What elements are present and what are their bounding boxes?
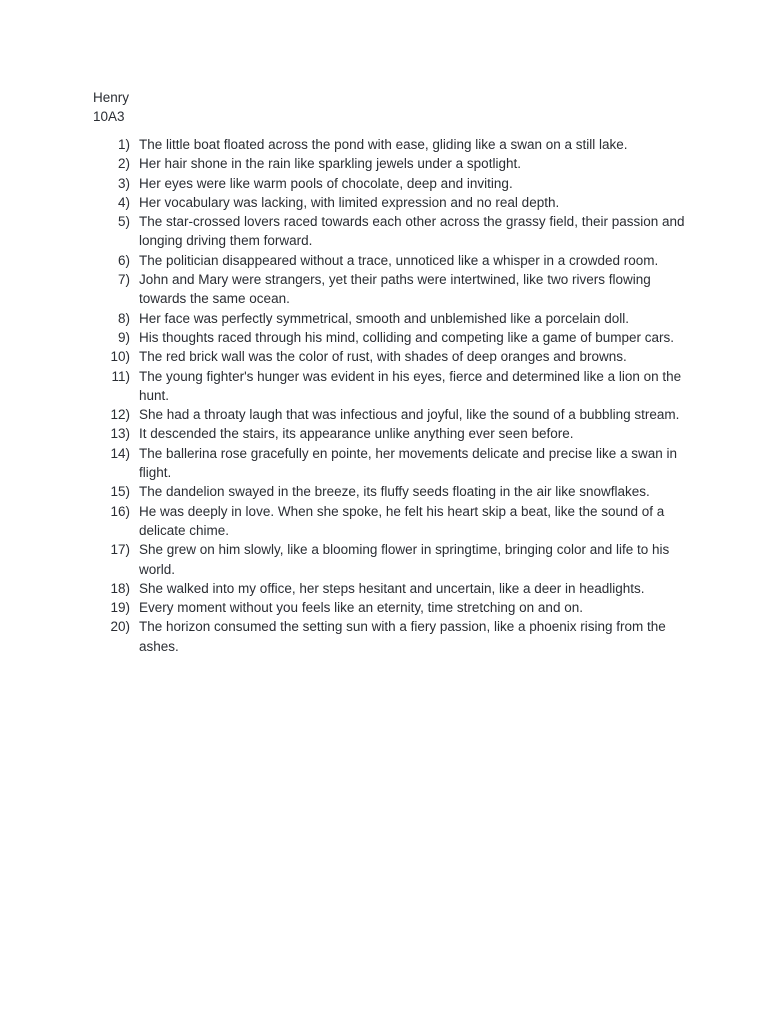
list-item-number: 14) (110, 445, 130, 461)
list-item (93, 367, 693, 406)
list-item-number: 5) (117, 214, 130, 230)
list-item-text: Her eyes were like warm pools of chocolate, deep and inviting. (139, 175, 513, 191)
list-item-number: 17) (110, 542, 130, 558)
list-item (93, 579, 693, 598)
list-item-number: 9) (117, 329, 130, 345)
list-item-text: The dandelion swayed in the breeze, its fluffy seeds floating in the air like snowflakes. (139, 484, 650, 500)
list-item-number: 4) (117, 194, 130, 210)
list-item-text: The ballerina rose gracefully en pointe, her movements delicate and precise like a swan in flight. (139, 445, 678, 481)
list-item-number: 1) (117, 137, 130, 152)
list-item-text: Her face was perfectly symmetrical, smooth and unblemished like a porcelain doll. (139, 310, 629, 326)
list-item (93, 502, 693, 541)
list-item-number: 20) (110, 619, 130, 635)
list-item-number: 13) (110, 426, 130, 442)
sentence-list (93, 135, 693, 656)
list-item-number: 15) (110, 484, 130, 500)
list-item-number: 8) (117, 310, 130, 326)
list-item-number: 19) (110, 600, 130, 616)
list-item (93, 482, 693, 501)
list-item-text: The horizon consumed the setting sun with a fiery passion, like a phoenix rising from the ashes. (139, 619, 666, 654)
list-item-number: 16) (110, 503, 130, 519)
list-item-number: 2) (117, 156, 130, 172)
class-code: 10A3 (93, 109, 125, 124)
student-name: Henry (93, 90, 130, 105)
list-item-number: 3) (117, 175, 130, 191)
list-item-text: The young fighter's hunger was evident in his eyes, fierce and determined like a lion on the hunt. (139, 368, 682, 403)
list-item-text: He was deeply in love. When she spoke, he felt his heart skip a beat, like the sound of a delicate chime. (139, 503, 665, 538)
list-item (93, 174, 693, 193)
list-item (93, 598, 693, 617)
list-item-text: The red brick wall was the color of rust, with shades of deep oranges and browns. (139, 349, 627, 365)
list-item-text: Every moment without you feels like an eternity, time stretching on and on. (139, 600, 583, 616)
list-item (93, 444, 693, 483)
list-item-number: 18) (110, 580, 130, 596)
list-item-number: 10) (110, 349, 130, 365)
list-item (93, 251, 693, 270)
list-item-text: She had a throaty laugh that was infectious and joyful, like the sound of a bubbling stream. (139, 407, 680, 423)
list-item-number: 11) (111, 368, 130, 384)
list-item-text: Her hair shone in the rain like sparkling jewels under a spotlight. (139, 156, 521, 172)
list-item-text: The politician disappeared without a trace, unnoticed like a whisper in a crowded room. (139, 252, 659, 268)
list-item (93, 212, 693, 251)
list-item-number: 6) (117, 252, 130, 268)
list-item-text: John and Mary were strangers, yet their paths were intertwined, like two rivers flowing towards the same ocean. (139, 272, 651, 307)
list-item (93, 540, 693, 579)
list-item (93, 154, 693, 173)
list-item (93, 347, 693, 366)
list-item (93, 617, 693, 656)
list-item-text: It descended the stairs, its appearance unlike anything ever seen before. (139, 426, 574, 442)
list-item-text: She walked into my office, her steps hesitant and uncertain, like a deer in headlights. (139, 580, 645, 596)
list-item (93, 328, 693, 347)
list-item-text: Her vocabulary was lacking, with limited expression and no real depth. (139, 194, 560, 210)
list-item (93, 135, 693, 154)
list-item (93, 193, 693, 212)
list-item (93, 424, 693, 443)
list-item (93, 309, 693, 328)
list-item-number: 12) (110, 407, 130, 423)
list-item-text: His thoughts raced through his mind, colliding and competing like a game of bumper cars. (139, 329, 675, 345)
list-item-text: The star-crossed lovers raced towards each other across the grassy field, their passion and longing driving them forward. (139, 214, 685, 249)
list-item-text: The little boat floated across the pond with ease, gliding like a swan on a still lake. (139, 137, 628, 152)
document-header (93, 88, 129, 126)
list-item (93, 405, 693, 424)
list-item-text: She grew on him slowly, like a blooming flower in springtime, bringing color and life to his world. (139, 542, 670, 577)
list-item-number: 7) (117, 272, 130, 288)
list-item (93, 270, 693, 309)
